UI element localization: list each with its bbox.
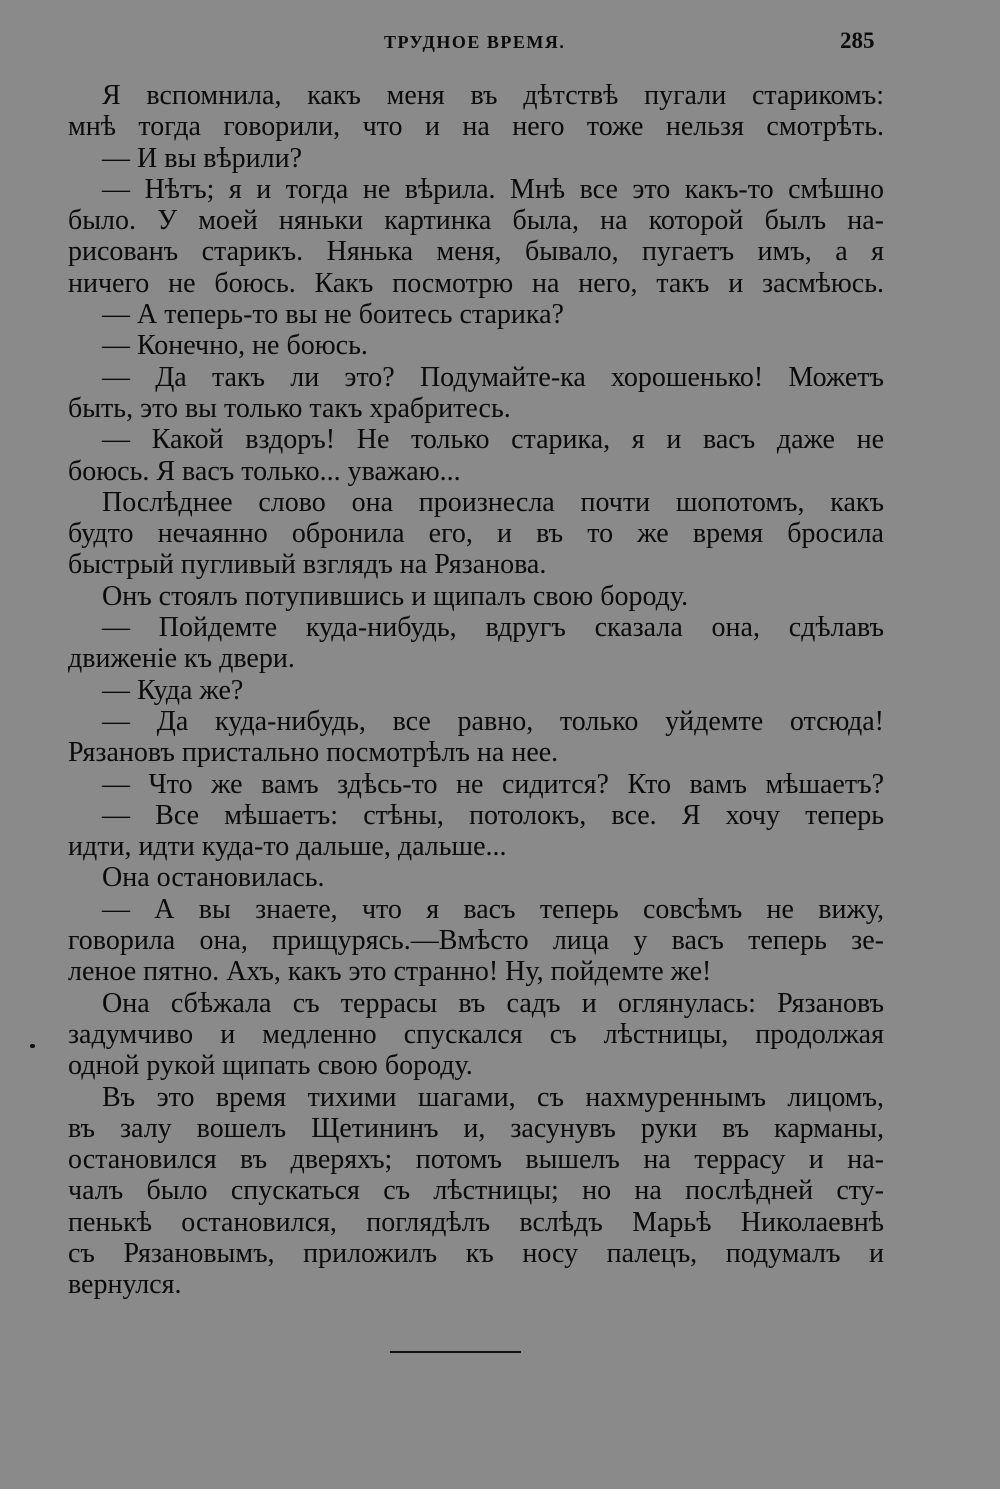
text-line: движеніе къ двери. <box>68 643 295 675</box>
text-line: пенькѣ остановился, поглядѣлъ вслѣдъ Марьѣ Николаевнѣ <box>68 1206 884 1238</box>
text-line: Въ это время тихими шагами, съ нахмуреннымъ лицомъ, <box>102 1081 884 1113</box>
text-line: Послѣднее слово она произнесла почти шопотомъ, какъ <box>102 486 884 518</box>
text-line: — А вы знаете, что я васъ теперь совсѣмъ не вижу, <box>102 893 884 925</box>
text-line: Рязановъ пристально посмотрѣлъ на нее. <box>68 737 559 769</box>
text-line: — И вы вѣрили? <box>102 142 303 174</box>
text-line: — Пойдемте куда-нибудь, вдругъ сказала она, сдѣлавъ <box>102 612 884 644</box>
text-line: боюсь. Я васъ только... уважаю... <box>68 455 461 487</box>
text-line: — Конечно, не боюсь. <box>102 330 368 362</box>
text-line: — Нѣтъ; я и тогда не вѣрила. Мнѣ все это какъ-то смѣшно <box>102 173 884 205</box>
text-line: одной рукой щипать свою бороду. <box>68 1050 473 1082</box>
text-line: быстрый пугливый взглядъ на Рязанова. <box>68 549 547 581</box>
text-line: — Куда же? <box>102 674 244 706</box>
text-line: задумчиво и медленно спускался съ лѣстницы, продолжая <box>68 1018 884 1050</box>
text-line: Я вспомнила, какъ меня въ дѣтствѣ пугали старикомъ: <box>102 80 884 111</box>
text-line: — Все мѣшаетъ: стѣны, потолокъ, все. Я хочу теперь <box>102 799 884 831</box>
running-title: ТРУДНОЕ ВРЕМЯ. <box>384 32 566 52</box>
margin-speck <box>30 1044 35 1048</box>
text-line: говорила она, прищурясь.—Вмѣсто лица у васъ теперь зе- <box>68 925 884 957</box>
text-line: — Да такъ ли это? Подумайте-ка хорошенько! Можетъ <box>102 361 884 393</box>
text-line: — А теперь-то вы не боитесь старика? <box>102 299 564 331</box>
text-line: идти, идти куда-то дальше, дальше... <box>68 831 507 863</box>
text-line: — Что же вамъ здѣсь-то не сидится? Кто вамъ мѣшаетъ? <box>102 768 884 800</box>
text-line: Онъ стоялъ потупившись и щипалъ свою бороду. <box>102 580 689 612</box>
text-line: Она остановилась. <box>102 862 325 894</box>
text-line: — Да куда-нибудь, все равно, только уйдемте отсюда! <box>102 705 884 737</box>
page-number: 285 <box>840 28 875 53</box>
text-line: Она сбѣжала съ террасы въ садъ и оглянулась: Рязановъ <box>102 987 884 1019</box>
text-line: вернулся. <box>68 1269 182 1301</box>
text-line: было. У моей няньки картинка была, на которой былъ на- <box>68 205 884 237</box>
text-line: быть, это вы только такъ храбритесь. <box>68 392 511 424</box>
text-line: — Какой вздоръ! Не только старика, я и васъ даже не <box>102 424 884 456</box>
text-line: рисованъ старикъ. Нянька меня, бывало, пугаетъ имъ, а я <box>68 236 884 268</box>
text-line: съ Рязановымъ, приложилъ къ носу палецъ, подумалъ и <box>68 1237 884 1269</box>
text-line: мнѣ тогда говорили, что и на него тоже нельзя смотрѣть. <box>68 111 884 143</box>
text-line: чалъ было спускаться съ лѣстницы; но на послѣдней сту- <box>68 1175 884 1207</box>
text-line: въ залу вошелъ Щетининъ и, засунувъ руки въ карманы, <box>68 1112 884 1144</box>
text-line: леное пятно. Ахъ, какъ это странно! Ну, пойдемте же! <box>68 956 712 988</box>
text-line: будто нечаянно обронила его, и въ то же время бросила <box>68 518 884 550</box>
text-line: остановился въ дверяхъ; потомъ вышелъ на террасу и на- <box>68 1144 884 1176</box>
text-line: ничего не боюсь. Какъ посмотрю на него, такъ и засмѣюсь. <box>68 267 884 299</box>
end-of-chapter-rule <box>390 1351 521 1353</box>
page-text <box>68 80 884 1301</box>
